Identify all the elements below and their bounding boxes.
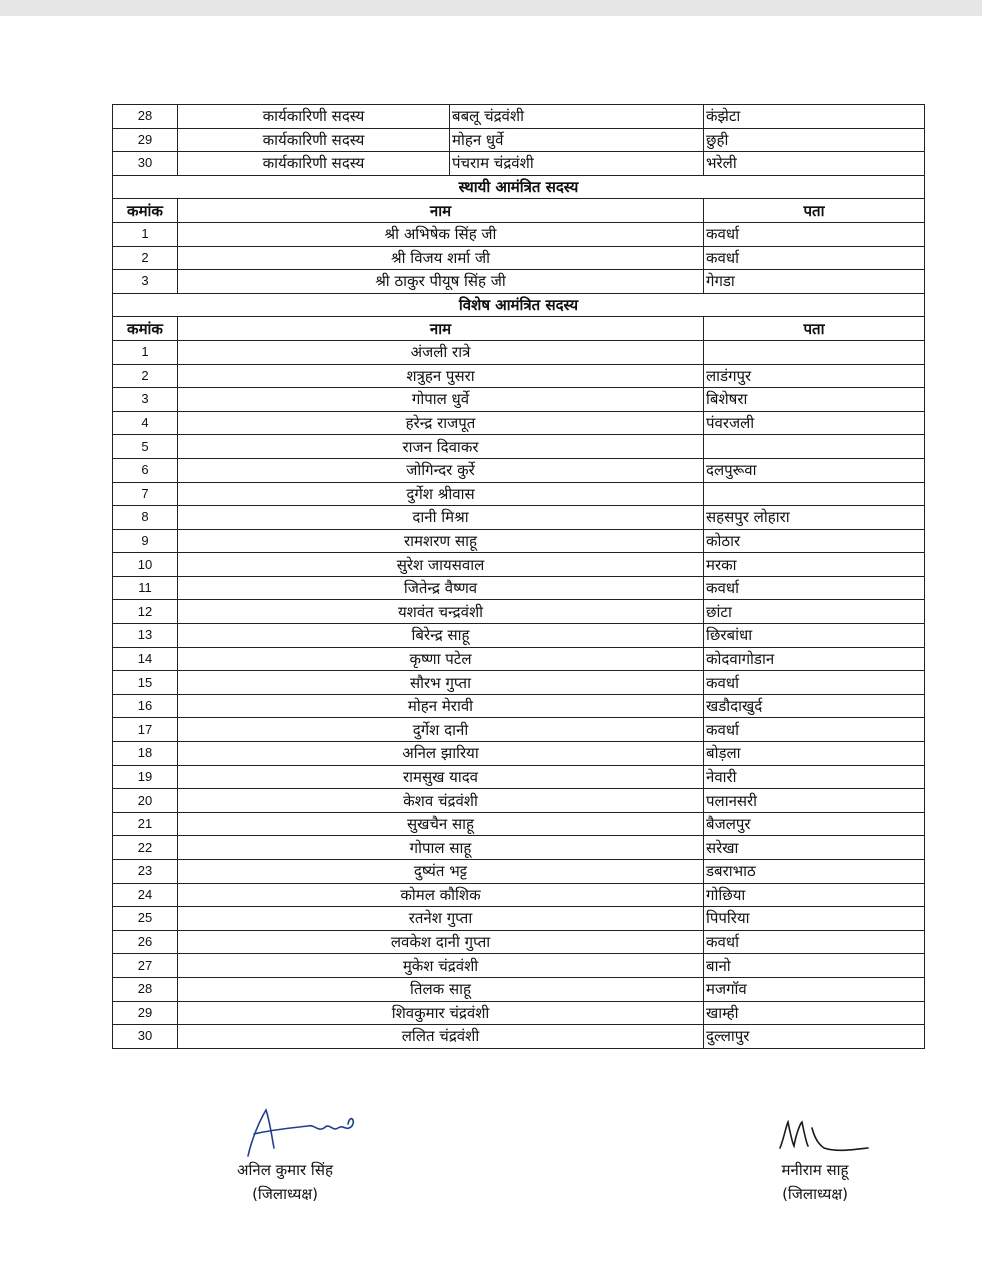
table-row (113, 270, 925, 294)
table-row (113, 812, 925, 836)
name-cell: मुकेश चंद्रवंशी (178, 954, 704, 978)
header-row (113, 317, 925, 341)
table-row (113, 553, 925, 577)
member-table (112, 104, 925, 1049)
table-row (113, 836, 925, 860)
signature-block-right (730, 1098, 900, 1206)
name-cell: यशवंत चन्द्रवंशी (178, 600, 704, 624)
address-cell (704, 435, 925, 459)
column-header-name: नाम (178, 317, 704, 341)
address-cell: कवर्धा (704, 718, 925, 742)
header-row (113, 199, 925, 223)
name-cell: ललित चंद्रवंशी (178, 1025, 704, 1049)
table-row (113, 340, 925, 364)
address-cell: कवर्धा (704, 246, 925, 270)
serial-number: 3 (113, 388, 178, 412)
name-cell: कृष्णा पटेल (178, 647, 704, 671)
table-row (113, 105, 925, 129)
serial-number: 18 (113, 742, 178, 766)
table-row (113, 930, 925, 954)
address-cell: बिशेषरा (704, 388, 925, 412)
address-cell: दलपुरूवा (704, 458, 925, 482)
name-cell: लवकेश दानी गुप्ता (178, 930, 704, 954)
address-cell: कवर्धा (704, 222, 925, 246)
serial-number: 8 (113, 506, 178, 530)
name-cell: दुर्गेश श्रीवास (178, 482, 704, 506)
table-row (113, 907, 925, 931)
address-cell: मजगॉव (704, 977, 925, 1001)
table-row (113, 860, 925, 884)
table-row (113, 576, 925, 600)
section-title: विशेष आमंत्रित सदस्य (113, 293, 925, 317)
signature-block-left (200, 1098, 370, 1206)
name-cell: रतनेश गुप्ता (178, 907, 704, 931)
serial-number: 30 (113, 152, 178, 176)
address-cell: नेवारी (704, 765, 925, 789)
address-cell: खडौदाखुर्द (704, 694, 925, 718)
table-row (113, 742, 925, 766)
address-cell: कोदवागोडान (704, 647, 925, 671)
name-cell: दुर्गेश दानी (178, 718, 704, 742)
address-cell (704, 340, 925, 364)
table-row (113, 529, 925, 553)
name-cell: केशव चंद्रवंशी (178, 789, 704, 813)
address-cell: कवर्धा (704, 671, 925, 695)
serial-number: 22 (113, 836, 178, 860)
column-header-name: नाम (178, 199, 704, 223)
column-header-address: पता (704, 317, 925, 341)
serial-number: 11 (113, 576, 178, 600)
table-row (113, 246, 925, 270)
name-cell: श्री ठाकुर पीयूष सिंह जी (178, 270, 704, 294)
serial-number: 30 (113, 1025, 178, 1049)
name-cell: रामसुख यादव (178, 765, 704, 789)
table-row (113, 435, 925, 459)
address-cell: भरेली (704, 152, 925, 176)
signature-right-name: मनीराम साहू (781, 1161, 849, 1179)
signature-left-icon (210, 1098, 360, 1158)
table-row (113, 789, 925, 813)
name-cell: रामशरण साहू (178, 529, 704, 553)
table-row (113, 624, 925, 648)
address-cell: पंवरजली (704, 411, 925, 435)
serial-number: 15 (113, 671, 178, 695)
name-cell: जोगिन्दर कुर्रे (178, 458, 704, 482)
table-row (113, 388, 925, 412)
address-cell: पिपरिया (704, 907, 925, 931)
table-row (113, 718, 925, 742)
address-cell: पलानसरी (704, 789, 925, 813)
name-cell: गोपाल साहू (178, 836, 704, 860)
table-row (113, 977, 925, 1001)
serial-number: 19 (113, 765, 178, 789)
address-cell: कवर्धा (704, 930, 925, 954)
signature-left-role: (जिलाध्यक्ष) (252, 1185, 318, 1203)
section-title-row (113, 175, 925, 199)
name-cell: बबलू चंद्रवंशी (450, 105, 704, 129)
post-cell: कार्यकारिणी सदस्य (178, 152, 450, 176)
serial-number: 24 (113, 883, 178, 907)
table-row (113, 222, 925, 246)
table-row (113, 883, 925, 907)
name-cell: मोहन मेरावी (178, 694, 704, 718)
serial-number: 29 (113, 128, 178, 152)
address-cell: खाम्ही (704, 1001, 925, 1025)
name-cell: मोहन धुर्वे (450, 128, 704, 152)
top-bar (0, 0, 982, 16)
name-cell: सुखचैन साहू (178, 812, 704, 836)
address-cell: छांटा (704, 600, 925, 624)
address-cell (704, 482, 925, 506)
address-cell: गोछिया (704, 883, 925, 907)
serial-number: 1 (113, 222, 178, 246)
name-cell: कोमल कौशिक (178, 883, 704, 907)
section-title-row (113, 293, 925, 317)
table-row (113, 128, 925, 152)
name-cell: शिवकुमार चंद्रवंशी (178, 1001, 704, 1025)
address-cell: सहसपुर लोहारा (704, 506, 925, 530)
serial-number: 14 (113, 647, 178, 671)
serial-number: 6 (113, 458, 178, 482)
address-cell: मरका (704, 553, 925, 577)
serial-number: 4 (113, 411, 178, 435)
serial-number: 12 (113, 600, 178, 624)
column-header-number: कमांक (113, 199, 178, 223)
table-row (113, 152, 925, 176)
address-cell: डबराभाठ (704, 860, 925, 884)
serial-number: 28 (113, 977, 178, 1001)
address-cell: बैजलपुर (704, 812, 925, 836)
name-cell: अंजली रात्रे (178, 340, 704, 364)
serial-number: 16 (113, 694, 178, 718)
address-cell: छुही (704, 128, 925, 152)
name-cell: राजन दिवाकर (178, 435, 704, 459)
serial-number: 2 (113, 364, 178, 388)
column-header-address: पता (704, 199, 925, 223)
address-cell: कंझेटा (704, 105, 925, 129)
name-cell: पंचराम चंद्रवंशी (450, 152, 704, 176)
name-cell: श्री अभिषेक सिंह जी (178, 222, 704, 246)
serial-number: 26 (113, 930, 178, 954)
section-title: स्थायी आमंत्रित सदस्य (113, 175, 925, 199)
serial-number: 27 (113, 954, 178, 978)
address-cell: बोड़ला (704, 742, 925, 766)
name-cell: सुरेश जायसवाल (178, 553, 704, 577)
name-cell: दुष्यंत भट्ट (178, 860, 704, 884)
serial-number: 1 (113, 340, 178, 364)
serial-number: 5 (113, 435, 178, 459)
serial-number: 28 (113, 105, 178, 129)
address-cell: सरेखा (704, 836, 925, 860)
signature-left-name: अनिल कुमार सिंह (237, 1161, 333, 1179)
name-cell: जितेन्द्र वैष्णव (178, 576, 704, 600)
post-cell: कार्यकारिणी सदस्य (178, 128, 450, 152)
address-cell: बानो (704, 954, 925, 978)
table-row (113, 694, 925, 718)
name-cell: सौरभ गुप्ता (178, 671, 704, 695)
name-cell: हरेन्द्र राजपूत (178, 411, 704, 435)
serial-number: 17 (113, 718, 178, 742)
table-row (113, 506, 925, 530)
serial-number: 9 (113, 529, 178, 553)
serial-number: 21 (113, 812, 178, 836)
table-row (113, 1001, 925, 1025)
serial-number: 20 (113, 789, 178, 813)
name-cell: श्री विजय शर्मा जी (178, 246, 704, 270)
name-cell: दानी मिश्रा (178, 506, 704, 530)
table-row (113, 600, 925, 624)
table-row (113, 647, 925, 671)
address-cell: कवर्धा (704, 576, 925, 600)
post-cell: कार्यकारिणी सदस्य (178, 105, 450, 129)
table-row (113, 364, 925, 388)
table-row (113, 954, 925, 978)
address-cell: गेगडा (704, 270, 925, 294)
address-cell: दुल्लापुर (704, 1025, 925, 1049)
address-cell: कोठार (704, 529, 925, 553)
table-row (113, 411, 925, 435)
name-cell: गोपाल धुर्वे (178, 388, 704, 412)
table-row (113, 765, 925, 789)
table-row (113, 482, 925, 506)
name-cell: तिलक साहू (178, 977, 704, 1001)
table-row (113, 671, 925, 695)
serial-number: 25 (113, 907, 178, 931)
column-header-number: कमांक (113, 317, 178, 341)
serial-number: 13 (113, 624, 178, 648)
serial-number: 3 (113, 270, 178, 294)
serial-number: 10 (113, 553, 178, 577)
serial-number: 29 (113, 1001, 178, 1025)
address-cell: छिरबांधा (704, 624, 925, 648)
name-cell: शत्रुहन पुसरा (178, 364, 704, 388)
serial-number: 2 (113, 246, 178, 270)
signature-right-role: (जिलाध्यक्ष) (782, 1185, 848, 1203)
serial-number: 7 (113, 482, 178, 506)
table-row (113, 458, 925, 482)
signature-right-icon (740, 1098, 890, 1158)
name-cell: बिरेन्द्र साहू (178, 624, 704, 648)
serial-number: 23 (113, 860, 178, 884)
name-cell: अनिल झारिया (178, 742, 704, 766)
address-cell: लाडंगपुर (704, 364, 925, 388)
table-row (113, 1025, 925, 1049)
